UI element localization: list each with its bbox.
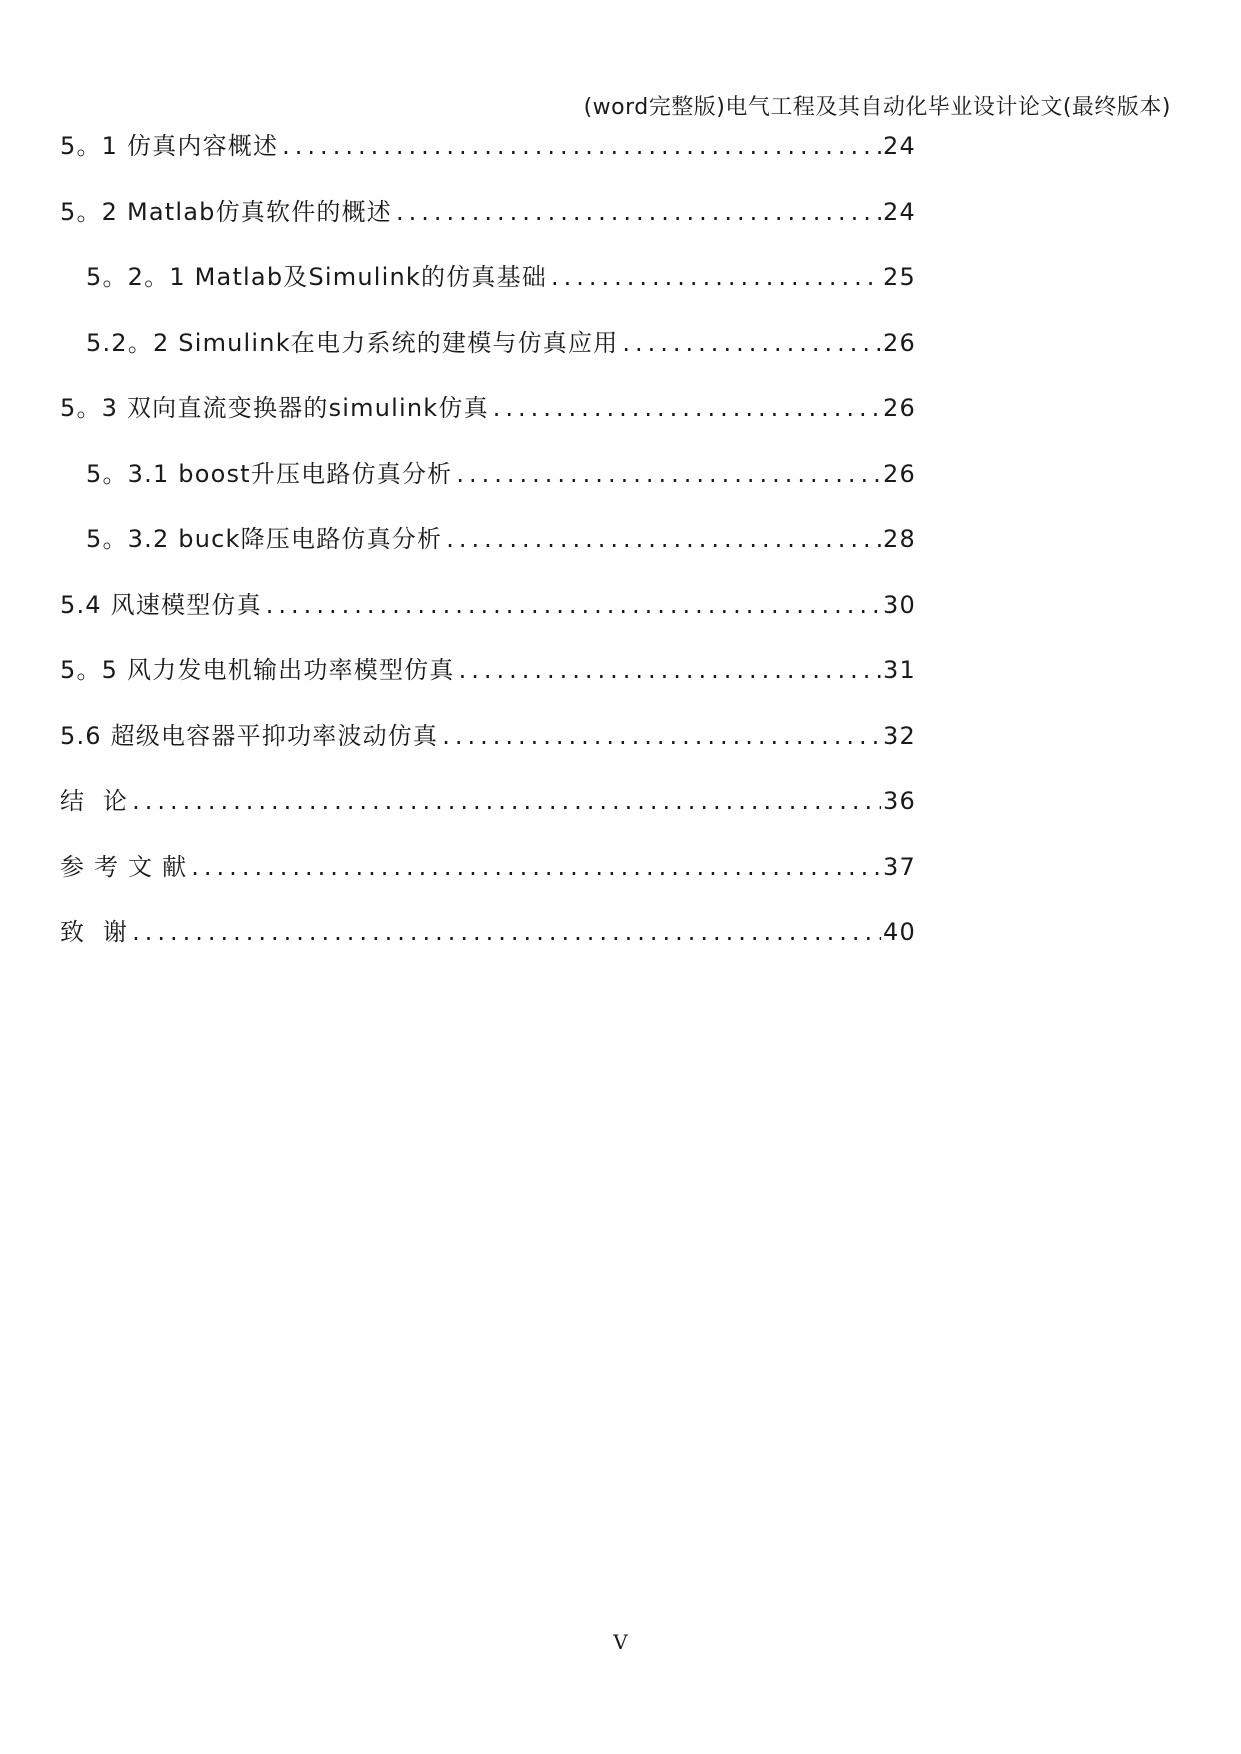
running-header: (word完整版)电气工程及其自动化毕业设计论文(最终版本) [583, 95, 1171, 120]
toc-entry-page: 26 [883, 394, 916, 422]
toc-entry[interactable] [60, 781, 916, 847]
toc-dot-leader [282, 132, 881, 160]
toc-entry[interactable] [60, 323, 916, 389]
toc-dot-leader [551, 263, 881, 291]
toc-entry[interactable] [60, 585, 916, 651]
toc-entry[interactable] [60, 847, 916, 913]
toc-dot-leader [459, 656, 881, 684]
toc-entry[interactable] [60, 388, 916, 454]
toc-entry-title: 5.2。2 Simulink在电力系统的建模与仿真应用 [86, 328, 619, 357]
toc-dot-leader [191, 853, 881, 881]
toc-entry[interactable] [60, 192, 916, 258]
toc-entry-page: 40 [883, 918, 916, 946]
page-number: V [613, 1630, 628, 1654]
toc-entry-title: 5。3.1 boost升压电路仿真分析 [86, 459, 453, 488]
toc-entry-page: 37 [883, 852, 916, 881]
toc-entry-title: 5。2 Matlab仿真软件的概述 [60, 197, 393, 226]
toc-entry[interactable] [60, 650, 916, 716]
toc-entry-page: 36 [883, 787, 916, 815]
toc-entry[interactable] [60, 519, 916, 585]
table-of-contents [60, 126, 916, 978]
toc-entry-title: 5。3.2 buck降压电路仿真分析 [86, 525, 443, 553]
toc-entry-title: 5。2。1 Matlab及Simulink的仿真基础 [86, 263, 548, 291]
toc-entry-title: 结 论 [60, 787, 129, 815]
toc-entry-page: 26 [883, 459, 916, 488]
toc-entry-page: 24 [883, 197, 916, 226]
toc-entry-page: 25 [883, 263, 916, 291]
toc-entry-title: 5.6 超级电容器平抑功率波动仿真 [60, 721, 439, 750]
toc-dot-leader [456, 460, 881, 488]
toc-entry-title: 致 谢 [60, 918, 129, 946]
toc-entry-page: 24 [883, 132, 916, 160]
toc-entry-title: 5。1 仿真内容概述 [60, 132, 279, 160]
toc-dot-leader [396, 198, 881, 226]
toc-entry-page: 32 [883, 721, 916, 750]
toc-entry-title: 5.4 风速模型仿真 [60, 590, 262, 619]
toc-dot-leader [622, 329, 881, 357]
toc-entry-page: 28 [883, 525, 916, 553]
toc-entry-page: 30 [883, 590, 916, 619]
toc-dot-leader [446, 525, 881, 553]
toc-entry-page: 26 [883, 328, 916, 357]
toc-entry[interactable] [60, 257, 916, 323]
toc-dot-leader [442, 722, 881, 750]
toc-entry-title: 参 考 文 献 [60, 852, 188, 881]
toc-dot-leader [493, 394, 881, 422]
toc-dot-leader [132, 787, 881, 815]
toc-entry-page: 31 [883, 656, 916, 684]
toc-entry-title: 5。3 双向直流变换器的simulink仿真 [60, 394, 489, 422]
toc-dot-leader [132, 918, 881, 946]
toc-entry[interactable] [60, 454, 916, 520]
toc-entry-title: 5。5 风力发电机输出功率模型仿真 [60, 656, 455, 684]
toc-entry[interactable] [60, 912, 916, 978]
toc-entry[interactable] [60, 126, 916, 192]
toc-entry[interactable] [60, 716, 916, 782]
toc-dot-leader [266, 591, 881, 619]
